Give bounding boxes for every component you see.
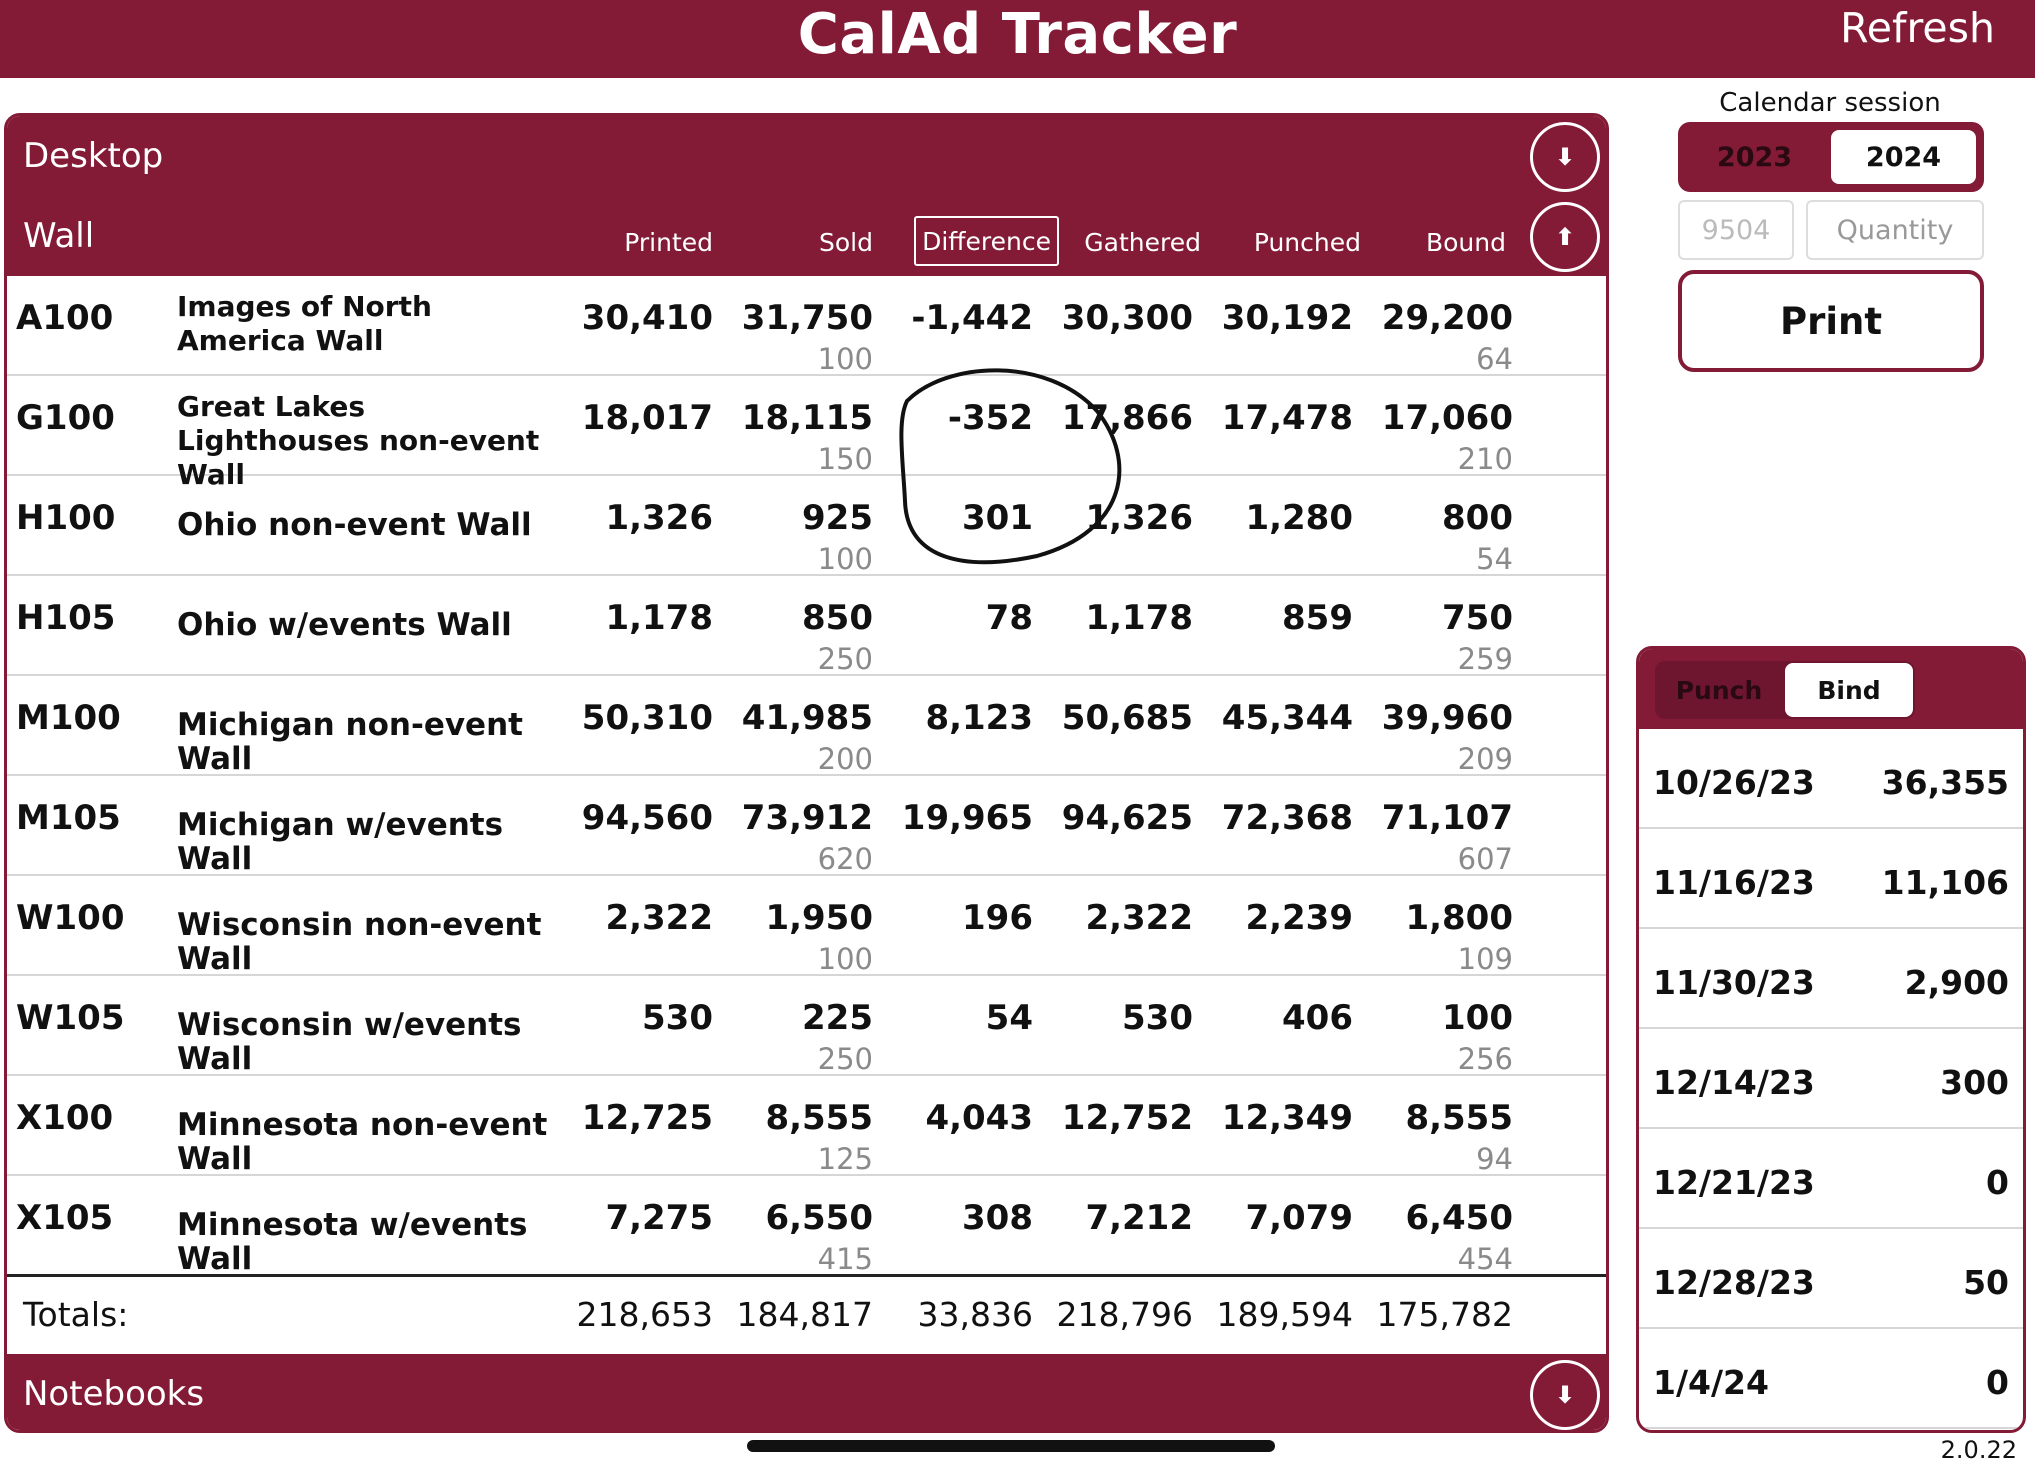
row-code: H100 [16,498,116,538]
table-row[interactable] [7,476,1606,576]
history-value: 2,900 [1904,963,2009,1002]
table-row[interactable] [7,276,1606,376]
table-row[interactable] [7,676,1606,776]
row-code: G100 [16,398,115,438]
row-bound: 29,200 [1381,298,1513,338]
home-indicator [747,1440,1275,1452]
row-difference: 19,965 [901,798,1033,838]
total-printed: 218,653 [576,1295,713,1334]
row-name: Michigan w/events Wall [177,807,504,877]
row-sold: 925 [802,498,873,538]
row-gathered: 94,625 [1061,798,1193,838]
list-item[interactable] [1639,729,2023,829]
history-value: 0 [1986,1163,2009,1202]
row-code: X100 [16,1098,114,1138]
row-punched: 406 [1282,998,1353,1038]
row-sold: 41,985 [741,698,873,738]
list-item[interactable] [1639,1329,2023,1429]
app-title: CalAd Tracker [797,2,1238,67]
row-punched: 72,368 [1221,798,1353,838]
row-name: Minnesota non-event Wall [177,1107,548,1177]
history-date: 10/26/23 [1653,763,1815,802]
col-punched[interactable]: Punched [1253,228,1361,257]
row-difference: 8,123 [925,698,1033,738]
tab-punch[interactable]: Punch [1675,675,1763,705]
notebooks-section[interactable] [7,1354,1606,1433]
row-sold-sub: 100 [817,542,873,576]
history-value: 50 [1963,1263,2009,1302]
row-bound: 17,060 [1381,398,1513,438]
session-option-2024[interactable]: 2024 [1831,130,1976,184]
col-sold[interactable]: Sold [819,228,873,257]
row-printed: 1,178 [605,598,713,638]
arrow-down-icon: ⬇ [1554,143,1576,171]
row-bound-sub: 64 [1476,342,1513,376]
row-bound-sub: 259 [1457,642,1513,676]
total-difference: 33,836 [917,1295,1033,1334]
notebooks-title: Notebooks [23,1374,205,1414]
row-punched: 859 [1282,598,1353,638]
expand-button[interactable] [1530,202,1600,272]
col-difference[interactable]: Difference [914,216,1059,266]
history-date: 11/30/23 [1653,963,1815,1002]
row-punched: 2,239 [1245,898,1353,938]
subsection-title: Wall [23,216,95,256]
table-row[interactable] [7,376,1606,491]
refresh-button[interactable]: Refresh [1840,4,1995,52]
row-gathered: 30,300 [1061,298,1193,338]
total-gathered: 218,796 [1056,1295,1193,1334]
row-gathered: 7,212 [1085,1198,1193,1238]
table-row[interactable] [7,576,1606,676]
row-code: W100 [16,898,125,938]
row-punched: 45,344 [1221,698,1353,738]
arrow-up-icon: ⬆ [1554,223,1576,251]
row-printed: 2,322 [605,898,713,938]
row-sold: 31,750 [741,298,873,338]
row-sold-sub: 250 [817,642,873,676]
row-sold-sub: 150 [817,442,873,476]
row-bound-sub: 54 [1476,542,1513,576]
col-bound[interactable]: Bound [1425,228,1506,257]
total-bound: 175,782 [1376,1295,1513,1334]
list-item[interactable] [1639,829,2023,929]
table-row[interactable] [7,976,1606,1076]
row-name: Great Lakes Lighthouses non-event Wall [177,390,540,491]
history-date: 1/4/24 [1653,1363,1769,1402]
row-difference: 301 [962,498,1033,538]
row-name: Wisconsin non-event Wall [177,907,542,977]
history-date: 12/14/23 [1653,1063,1815,1102]
row-gathered: 530 [1122,998,1193,1038]
row-sold: 1,950 [765,898,873,938]
arrow-down-icon: ⬇ [1554,1381,1576,1409]
row-printed: 1,326 [605,498,713,538]
list-item[interactable] [1639,929,2023,1029]
row-sold: 225 [802,998,873,1038]
row-code: M100 [16,698,121,738]
row-punched: 12,349 [1221,1098,1353,1138]
history-value: 0 [1986,1363,2009,1402]
table-row[interactable] [7,1176,1606,1276]
row-name: Wisconsin w/events Wall [177,1007,522,1077]
row-bound-sub: 454 [1457,1242,1513,1276]
notebooks-collapse-button[interactable] [1530,1360,1600,1430]
row-sold: 850 [802,598,873,638]
version-label: 2.0.22 [1940,1436,2017,1464]
row-sold-sub: 100 [817,342,873,376]
row-printed: 94,560 [581,798,713,838]
totals-label: Totals: [23,1295,129,1334]
row-sold-sub: 620 [817,842,873,876]
list-item[interactable] [1639,1029,2023,1129]
row-bound: 71,107 [1381,798,1513,838]
tab-bind[interactable]: Bind [1785,663,1913,717]
row-punched: 30,192 [1221,298,1353,338]
table-row[interactable] [7,1076,1606,1176]
history-date: 12/21/23 [1653,1163,1815,1202]
row-printed: 7,275 [605,1198,713,1238]
row-sold-sub: 200 [817,742,873,776]
row-bound: 8,555 [1405,1098,1513,1138]
col-printed[interactable]: Printed [624,228,713,257]
row-bound: 800 [1442,498,1513,538]
history-value: 11,106 [1881,863,2009,902]
row-bound: 1,800 [1405,898,1513,938]
row-sold-sub: 100 [817,942,873,976]
row-code: M105 [16,798,121,838]
quantity-input[interactable]: Quantity [1806,200,1984,260]
section-title: Desktop [23,136,164,176]
col-gathered[interactable]: Gathered [1084,228,1201,257]
row-bound: 39,960 [1381,698,1513,738]
row-sold-sub: 415 [817,1242,873,1276]
row-name: Minnesota w/events Wall [177,1207,528,1277]
app-header [0,0,2035,78]
row-bound-sub: 256 [1457,1042,1513,1076]
total-punched: 189,594 [1216,1295,1353,1334]
panel-header [7,116,1606,276]
table-row[interactable] [7,776,1606,876]
collapse-button[interactable] [1530,122,1600,192]
row-sold: 6,550 [765,1198,873,1238]
row-gathered: 2,322 [1085,898,1193,938]
row-difference: 308 [962,1198,1033,1238]
table-row[interactable] [7,876,1606,976]
row-code: H105 [16,598,116,638]
session-selector [1678,122,1984,192]
history-date: 11/16/23 [1653,863,1815,902]
row-name: Ohio non-event Wall [177,507,532,543]
row-printed: 30,410 [581,298,713,338]
row-difference: 78 [985,598,1033,638]
row-bound-sub: 607 [1457,842,1513,876]
row-bound-sub: 209 [1457,742,1513,776]
row-bound-sub: 94 [1476,1142,1513,1176]
row-sold: 8,555 [765,1098,873,1138]
history-value: 300 [1940,1063,2009,1102]
row-bound: 6,450 [1405,1198,1513,1238]
row-difference: -1,442 [911,298,1033,338]
row-name: Michigan non-event Wall [177,707,523,777]
list-item[interactable] [1639,1129,2023,1229]
row-bound-sub: 109 [1457,942,1513,976]
row-sold-sub: 250 [817,1042,873,1076]
row-code: A100 [16,298,114,338]
punch-bind-selector [1655,661,1915,719]
row-sold: 73,912 [741,798,873,838]
list-item[interactable] [1639,1229,2023,1329]
code-input[interactable]: 9504 [1678,200,1794,260]
row-printed: 12,725 [581,1098,713,1138]
row-code: W105 [16,998,125,1038]
row-code: X105 [16,1198,114,1238]
row-gathered: 12,752 [1061,1098,1193,1138]
session-label: Calendar session [1719,88,1941,118]
row-punched: 1,280 [1245,498,1353,538]
row-printed: 530 [642,998,713,1038]
history-value: 36,355 [1881,763,2009,802]
row-gathered: 50,685 [1061,698,1193,738]
row-gathered: 1,326 [1085,498,1193,538]
row-difference: 196 [962,898,1033,938]
row-gathered: 1,178 [1085,598,1193,638]
row-punched: 7,079 [1245,1198,1353,1238]
history-date: 12/28/23 [1653,1263,1815,1302]
history-panel [1636,646,2026,1433]
row-printed: 50,310 [581,698,713,738]
totals-row [7,1274,1606,1354]
row-bound-sub: 210 [1457,442,1513,476]
row-difference: -352 [947,398,1033,438]
row-difference: 4,043 [925,1098,1033,1138]
row-sold-sub: 125 [817,1142,873,1176]
session-option-2023[interactable]: 2023 [1716,141,1793,173]
total-sold: 184,817 [736,1295,873,1334]
row-difference: 54 [985,998,1033,1038]
row-name: Images of North America Wall [177,290,432,357]
row-bound: 100 [1442,998,1513,1038]
history-header [1639,649,2023,729]
row-bound: 750 [1442,598,1513,638]
row-printed: 18,017 [581,398,713,438]
row-punched: 17,478 [1221,398,1353,438]
row-gathered: 17,866 [1061,398,1193,438]
row-sold: 18,115 [741,398,873,438]
print-button[interactable]: Print [1678,270,1984,372]
desktop-panel [4,113,1609,1433]
row-name: Ohio w/events Wall [177,607,512,643]
